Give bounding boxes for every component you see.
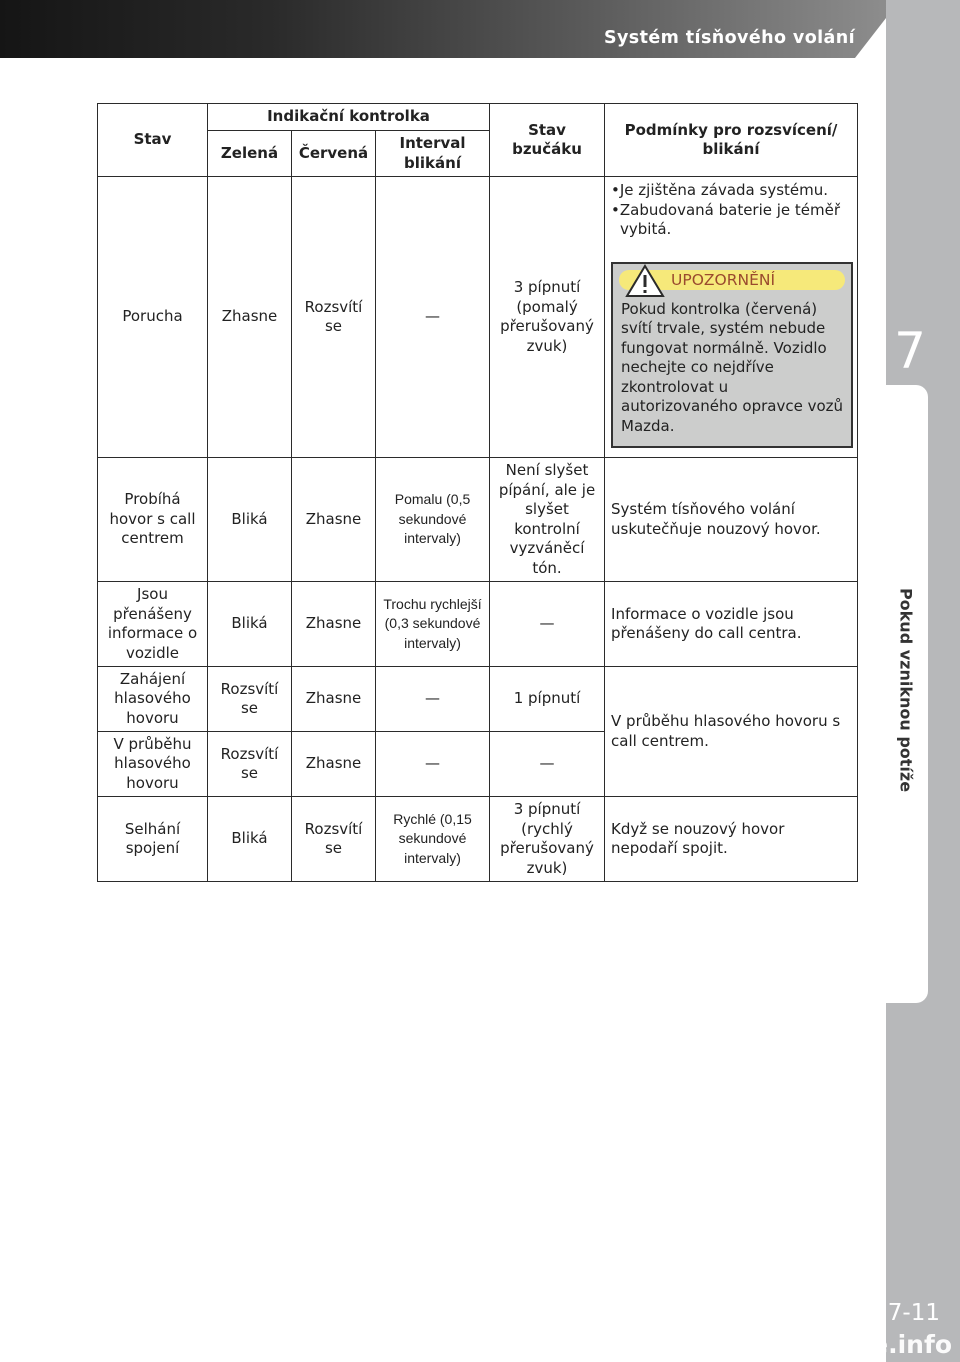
list-item: • Zabudovaná baterie je téměř vybitá.: [611, 201, 851, 240]
cell-interval: —: [376, 667, 490, 732]
table-row: [98, 582, 858, 667]
condition-list: [611, 181, 851, 240]
cell-buzzer: —: [490, 582, 605, 667]
cell-green: Bliká: [208, 797, 292, 882]
cell-red: Zhasne: [292, 582, 376, 667]
cell-stav: Selhání spojení: [98, 797, 208, 882]
cell-green: Rozsvítí se: [208, 667, 292, 732]
table-row: [98, 177, 858, 458]
caution-title: UPOZORNĚNÍ: [671, 270, 776, 289]
cell-red: Zhasne: [292, 458, 376, 582]
cell-buzzer: —: [490, 732, 605, 797]
cell-stav: Porucha: [98, 177, 208, 458]
cell-interval: —: [376, 177, 490, 458]
chapter-number: 7: [894, 322, 926, 380]
cell-buzzer: 3 pípnutí (pomalý přerušovaný zvuk): [490, 177, 605, 458]
cell-interval: —: [376, 732, 490, 797]
cell-red: Rozsvítí se: [292, 797, 376, 882]
cell-interval: Rychlé (0,15 sekundové intervaly): [376, 797, 490, 882]
cell-red: Rozsvítí se: [292, 177, 376, 458]
page-number: 7-11: [887, 1300, 940, 1326]
cell-conditions: [605, 177, 858, 458]
table-row: [98, 458, 858, 582]
watermark: carmanualsonline.info: [638, 1330, 952, 1359]
cell-conditions: Informace o vozidle jsou přenášeny do call centra.: [605, 582, 858, 667]
cell-red: Zhasne: [292, 667, 376, 732]
header-indicator: Indikační kontrolka: [208, 104, 490, 131]
cell-green: Rozsvítí se: [208, 732, 292, 797]
cell-green: Bliká: [208, 582, 292, 667]
header-buzzer: Stav bzučáku: [490, 104, 605, 177]
header-green: Zelená: [208, 131, 292, 177]
cell-stav: Probíhá hovor s call centrem: [98, 458, 208, 582]
chapter-title: Pokud vzniknou potíže: [896, 587, 916, 793]
table-row: [98, 667, 858, 732]
header-red: Červená: [292, 131, 376, 177]
list-item: • Je zjištěna závada systému.: [611, 181, 851, 201]
warning-icon: [625, 264, 665, 298]
cell-stav: Zahájení hlasového hovoru: [98, 667, 208, 732]
cell-red: Zhasne: [292, 732, 376, 797]
cell-conditions: V průběhu hlasového hovoru s call centrem.: [605, 667, 858, 797]
header-conditions: Podmínky pro rozsvícení/ blikání: [605, 104, 858, 177]
cell-conditions: Systém tísňového volání uskutečňuje nouzový hovor.: [605, 458, 858, 582]
caution-header: [619, 270, 845, 290]
cell-stav: Jsou přenášeny informace o vozidle: [98, 582, 208, 667]
cell-green: Bliká: [208, 458, 292, 582]
caution-box: [611, 262, 853, 449]
cell-stav: V průběhu hlasového hovoru: [98, 732, 208, 797]
caution-text: Pokud kontrolka (červená) svítí trvale, systém nebude fungovat normálně. Vozidlo nechejte co nejdříve zkontrolovat u autorizovaného opravce vozů Mazda.: [621, 299, 844, 435]
table-row: [98, 797, 858, 882]
status-table: [97, 103, 858, 882]
header-interval: Interval blikání: [376, 131, 490, 177]
header-stav: Stav: [98, 104, 208, 177]
cell-buzzer: 3 pípnutí (rychlý přerušovaný zvuk): [490, 797, 605, 882]
cell-interval: Trochu rychlejší (0,3 sekundové intervaly): [376, 582, 490, 667]
cell-conditions: Když se nouzový hovor nepodaří spojit.: [605, 797, 858, 882]
page-title: Systém tísňového volání: [604, 28, 855, 48]
cell-interval: Pomalu (0,5 sekundové intervaly): [376, 458, 490, 582]
cell-buzzer: 1 pípnutí: [490, 667, 605, 732]
cell-green: Zhasne: [208, 177, 292, 458]
cell-buzzer: Není slyšet pípání, ale je slyšet kontrolní vyzváněcí tón.: [490, 458, 605, 582]
